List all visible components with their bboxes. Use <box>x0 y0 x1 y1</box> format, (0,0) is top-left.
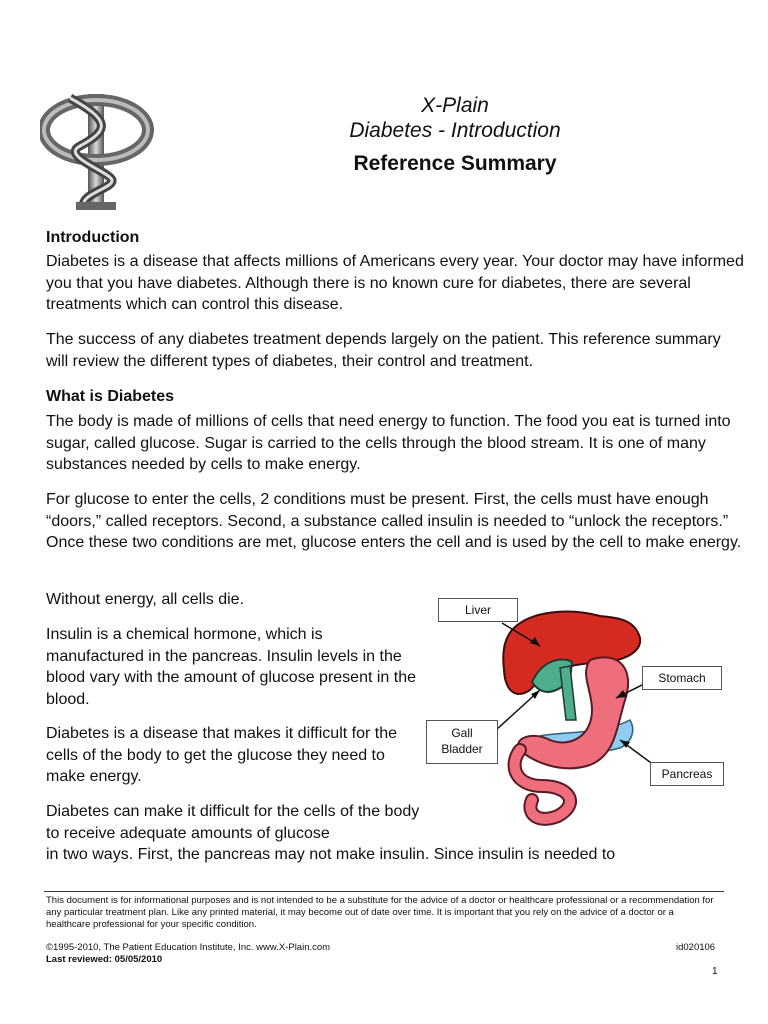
page-title: Reference Summary <box>353 152 557 175</box>
what-is-paragraph-6: Diabetes can make it difficult for the cells of the body to receive adequate amounts of glucose <box>46 803 420 842</box>
label-bladder: Bladder <box>441 742 483 756</box>
digestive-anatomy-figure <box>420 590 760 835</box>
label-liver: Liver <box>438 598 518 622</box>
what-is-paragraph-1: The body is made of millions of cells that need energy to function. The food you eat is turned into sugar, called glucose. Sugar is carried to the cells through the blood stream. It is one of many substances needed by cells to make energy. <box>46 413 731 473</box>
footer-divider <box>44 891 724 892</box>
what-is-paragraph-4: Insulin is a chemical hormone, which is manufactured in the pancreas. Insulin levels in the blood vary with the amount of glucose present in the blood. <box>46 626 416 708</box>
footer-document-id: id020106 <box>676 942 716 953</box>
header-subtitle: Diabetes - Introduction <box>349 119 561 142</box>
what-is-diabetes-heading: What is Diabetes <box>46 388 175 405</box>
label-gall-bladder <box>426 720 498 764</box>
header-brand: X-Plain <box>421 94 489 117</box>
label-pancreas: Pancreas <box>650 762 724 786</box>
digestive-organs-illustration <box>420 590 760 835</box>
footer-last-reviewed: Last reviewed: 05/05/2010 <box>46 954 163 965</box>
footer-copyright: ©1995-2010, The Patient Education Institute, Inc. www.X-Plain.com <box>46 942 331 953</box>
caduceus-pi-logo-icon <box>40 90 162 212</box>
what-is-paragraph-2: For glucose to enter the cells, 2 conditions must be present. First, the cells must have enough “doors,” called receptors. Second, a substance called insulin is needed to “unlock the receptors.” Once these two conditions are met, glucose enters the cell and is used by the cell to make energy. <box>46 491 742 551</box>
bile-duct-shape <box>560 666 576 720</box>
introduction-paragraph-2: The success of any diabetes treatment depends largely on the patient. This reference summary will review the different types of diabetes, their control and treatment. <box>46 331 721 370</box>
what-is-paragraph-3: Without energy, all cells die. <box>46 591 245 608</box>
introduction-paragraph-1: Diabetes is a disease that affects millions of Americans every year. Your doctor may have informed you that you have diabetes. Although there is no known cure for diabetes, there are several treatments which can control this disease. <box>46 253 744 313</box>
footer-disclaimer: This document is for informational purposes and is not intended to be a substitute for the advice of a doctor or healthcare professional or a recommendation for any particular treatment plan. Like any printed material, it may become out of date over time. It is important that you rely on the advice of a doctor or a healthcare professional for your specific condition. <box>46 895 714 930</box>
page-number: 1 <box>712 966 718 977</box>
what-is-paragraph-5: Diabetes is a disease that makes it difficult for the cells of the body to get the glucose they need to make energy. <box>46 725 397 785</box>
label-gall: Gall <box>451 726 473 740</box>
label-stomach: Stomach <box>642 666 722 690</box>
introduction-heading: Introduction <box>46 229 140 246</box>
what-is-paragraph-6-continued: in two ways. First, the pancreas may not make insulin. Since insulin is needed to <box>46 846 616 863</box>
